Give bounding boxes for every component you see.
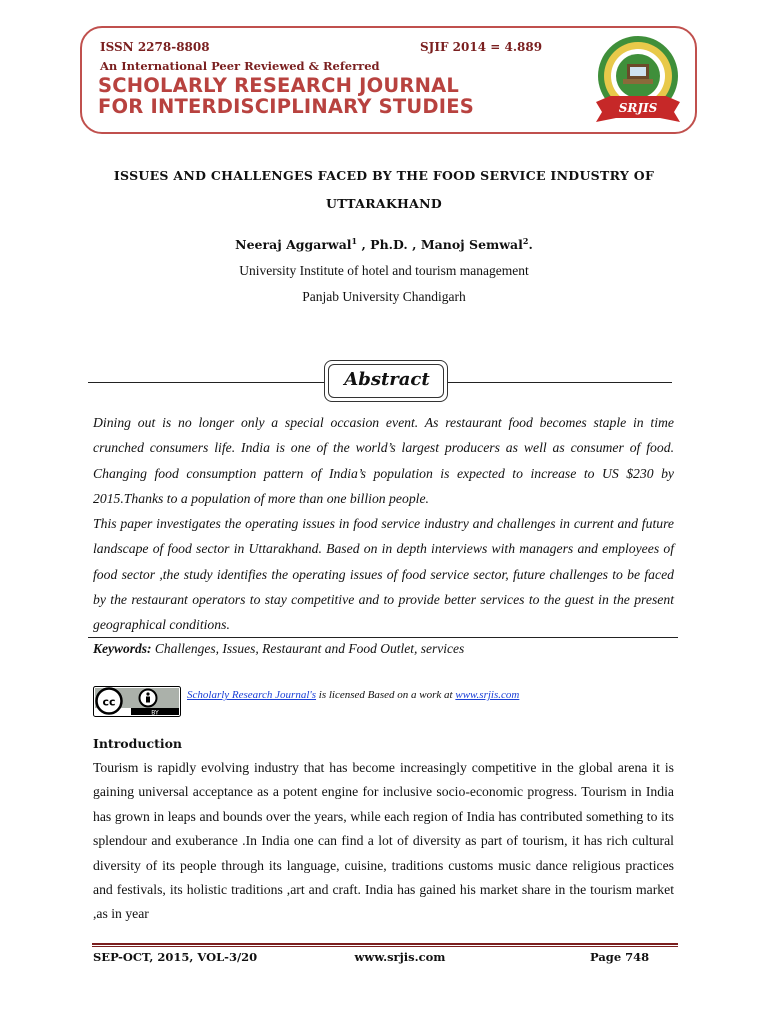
abstract-body [93,410,674,638]
cc-by-text: BY [151,709,159,717]
authors-end: . [528,237,533,253]
journal-header [80,26,697,134]
abstract-paragraph-1: Dining out is no longer only a special occasion event. As restaurant food becomes staple in time crunched consumers life. India is one of the world’s largest producers as well as consumer of food. Changing food consumption pattern of India’s population is expected to increase to US $230 by 2015.Thanks to a population of more than one billion people. [93,415,674,506]
journal-title-line1: SCHOLARLY RESEARCH JOURNAL [98,74,460,97]
author-1: Neeraj Aggarwal [235,237,352,253]
footer-page-number: Page 748 [590,950,650,964]
keywords-list: Challenges, Issues, Restaurant and Food Outlet, services [151,641,465,656]
author-1-affil-mark: 1 [351,236,358,246]
authors [80,236,688,252]
footer-rule-thin [92,946,678,947]
paper-title-line2: UTTARAKHAND [325,196,443,211]
introduction-body [93,756,674,927]
affiliation-university: Panjab University Chandigarh [302,289,466,304]
svg-text:cc: cc [102,695,116,709]
issn: ISSN 2278-8808 [100,40,210,54]
introduction-paragraph: Tourism is rapidly evolving industry that has become increasingly competitive in the global arena it is gaining universal acceptance as a potent engine for inclusive socio-economic progress. Tourism in India has grown in leaps and bounds over the years, while each region of India has contributed something to its splendour and exuberance .In India one can find a lot of diversity as part of tourism, it has rich cultural diversity of its people through its language, cuisine, traditions customs music dance religious practices and festivals, its holistic traditions ,art and craft. India has gained his market share in the tourism market ,as in year [93,760,674,922]
journal-title-line2: FOR INTERDISCIPLINARY STUDIES [98,95,474,118]
affiliation-institute: University Institute of hotel and tourism management [239,263,529,278]
keywords [93,641,464,657]
cc-by-license-badge[interactable] [93,686,181,717]
journal-title [98,75,474,117]
license-middle-text: is licensed Based on a work at [316,689,456,701]
introduction-heading: Introduction [93,736,183,751]
sjif-score: SJIF 2014 = 4.889 [420,40,543,54]
paper-title [80,162,688,218]
abstract-paragraph-2: This paper investigates the operating issues in food service industry and challenges in current and future landscape of food sector in Uttarakhand. Based on in depth interviews with managers and employees of food sector ,the study identifies the operating issues of food service sector, future challenges to be faced by the restaurant operators to stay competitive and to provide better services to the guest in the present geographical conditions. [93,516,674,633]
paper-title-line1: ISSUES AND CHALLENGES FACED BY THE FOOD SERVICE INDUSTRY OF [113,168,655,183]
footer-rule-thick [92,943,678,945]
journal-license-link[interactable]: Scholarly Research Journal's [187,689,317,701]
abstract-bottom-rule [88,637,678,638]
logo-text: SRJIS [618,101,658,115]
abstract-heading-box [324,360,448,402]
author-degree-and-author-2: , Ph.D. , Manoj Semwal [357,237,523,253]
keywords-label: Keywords: [93,641,152,656]
website-link[interactable]: www.srjis.com [455,689,520,701]
peer-review-note: An International Peer Reviewed & Referred [100,59,380,73]
srjis-logo [590,32,686,130]
author-2-affil-mark: 2 [522,236,529,246]
footer-website: www.srjis.com [354,950,446,964]
license-notice [187,689,519,701]
abstract-heading: Abstract [344,369,430,390]
footer-issue: SEP-OCT, 2015, VOL-3/20 [93,950,258,964]
